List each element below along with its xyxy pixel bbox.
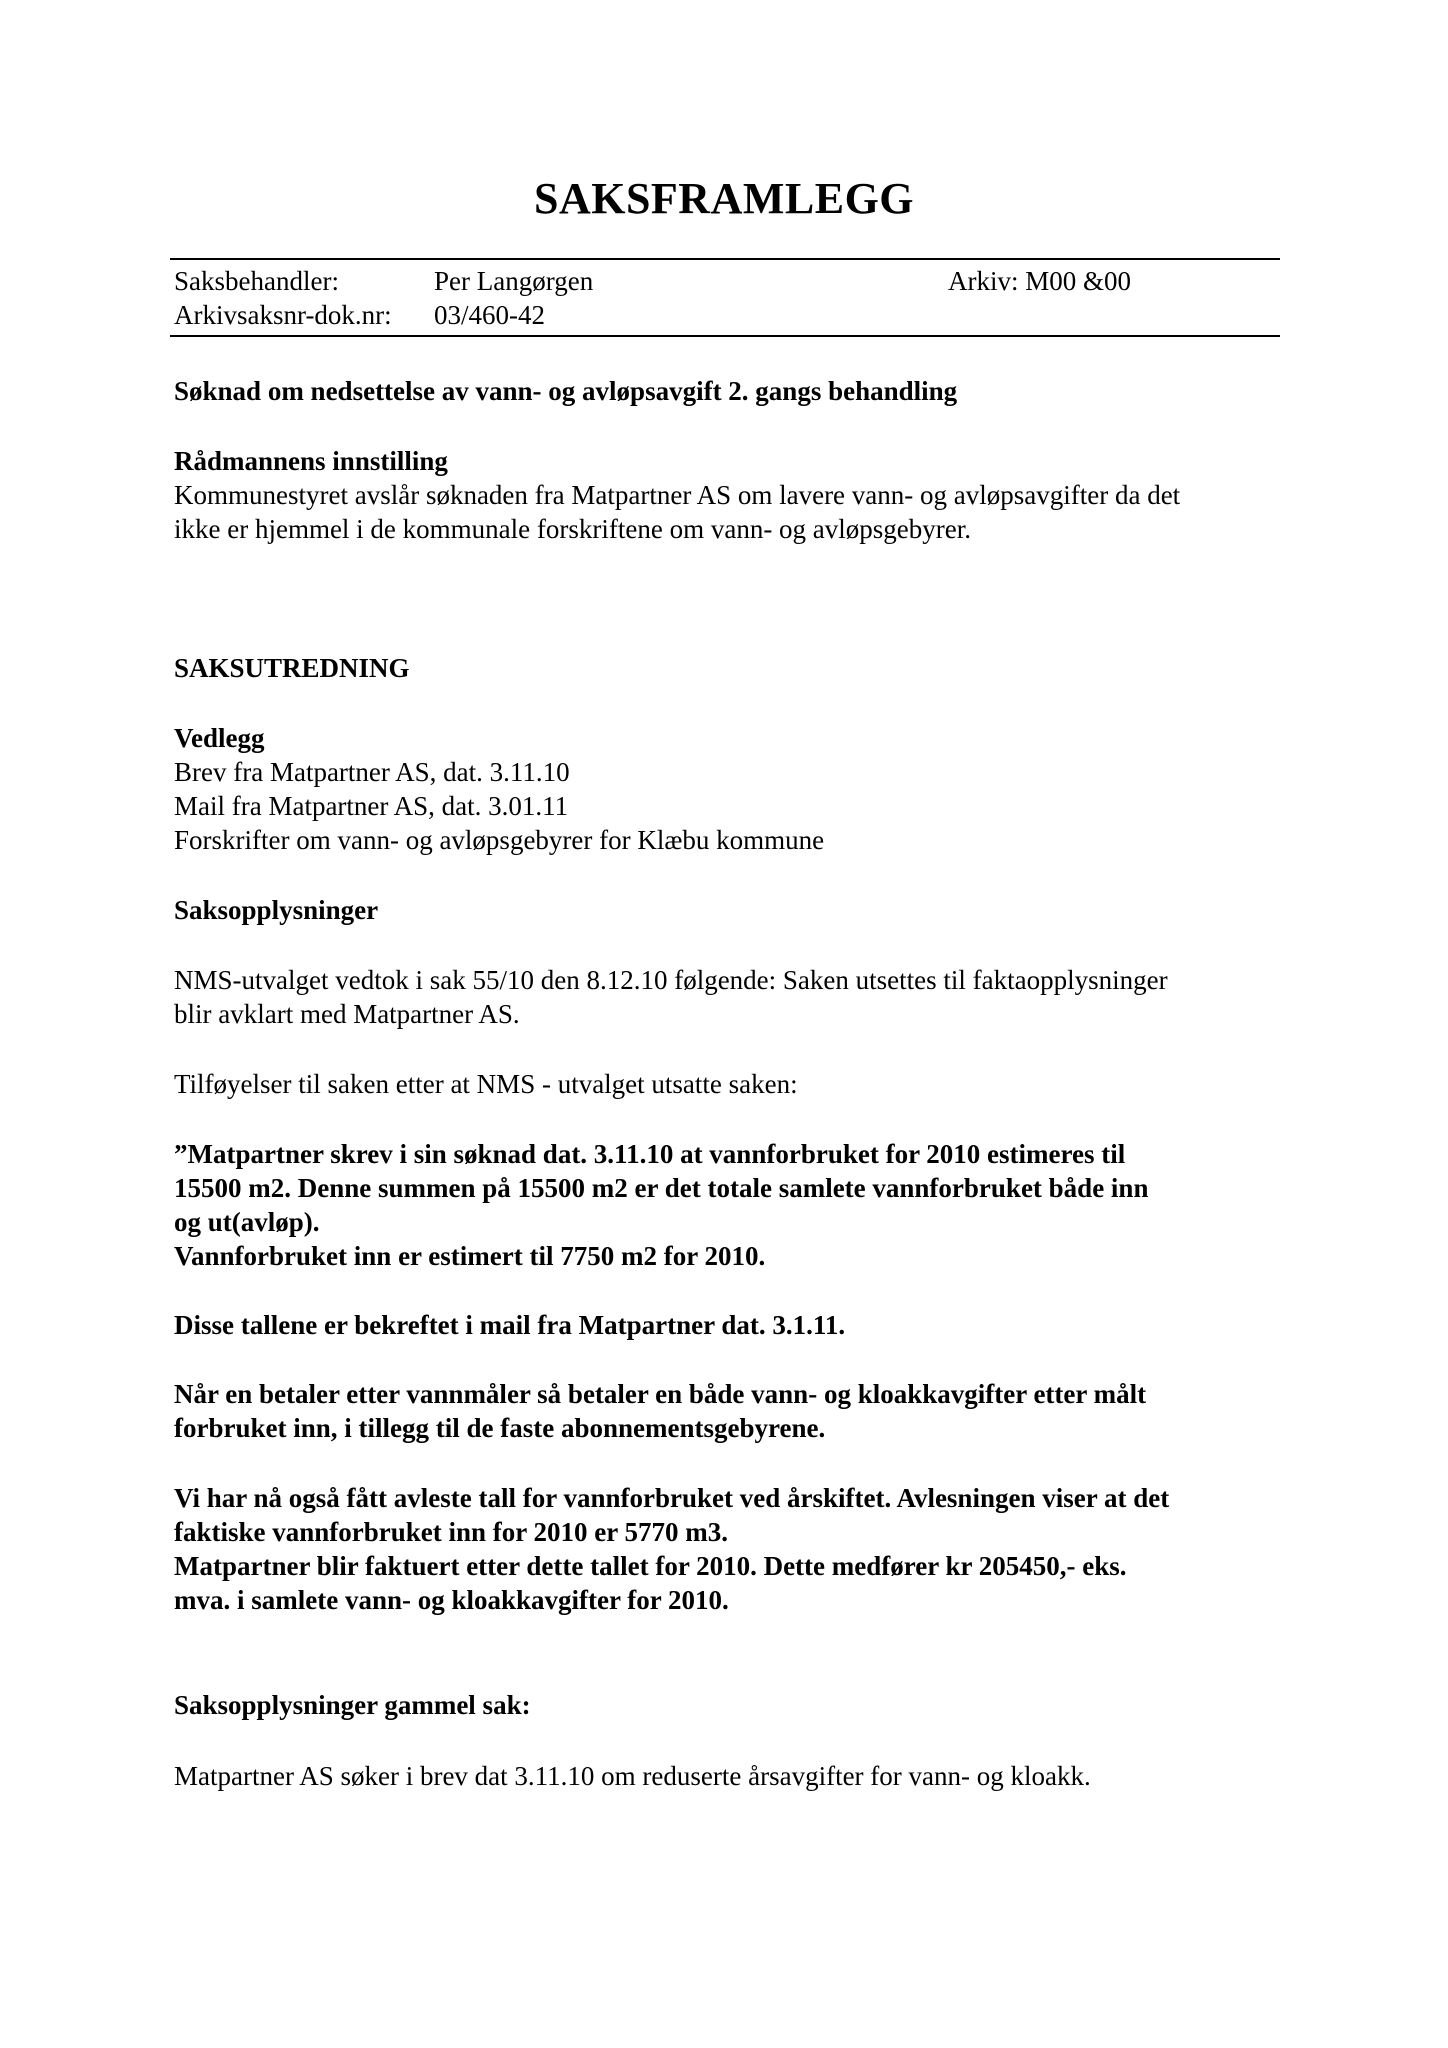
header-top-rule [170, 258, 1280, 260]
bold-line: Vi har nå også fått avleste tall for vannforbruket ved årskiftet. Avlesningen viser at det [174, 1483, 1170, 1513]
saksopplysninger-heading: Saksopplysninger [174, 895, 379, 925]
bold-line: Matpartner blir faktuert etter dette tallet for 2010. Dette medfører kr 205450,- eks. [174, 1551, 1127, 1581]
vedlegg-item: Forskrifter om vann- og avløpsgebyrer for Klæbu kommune [174, 825, 825, 855]
innstilling-heading: Rådmannens innstilling [174, 446, 448, 476]
bold-line: Når en betaler etter vannmåler så betaler en både vann- og kloakkavgifter etter målt [174, 1379, 1147, 1409]
bold-line: og ut(avløp). [174, 1207, 320, 1237]
bold-line: 15500 m2. Denne summen på 15500 m2 er det totale samlete vannforbruket både inn [174, 1173, 1149, 1203]
bold-line: mva. i samlete vann- og kloakkavgifter for 2010. [174, 1585, 729, 1615]
gammel-sak-text: Matpartner AS søker i brev dat 3.11.10 om reduserte årsavgifter for vann- og kloakk. [174, 1761, 1091, 1791]
quoted-bold-para [174, 1137, 1148, 1273]
bold-line: ”Matpartner skrev i sin søknad dat. 3.11.10 at vannforbruket for 2010 estimeres til [174, 1139, 1126, 1169]
saksopplysninger-para1 [174, 963, 1168, 1031]
case-title: Søknad om nedsettelse av vann- og avløpsavgift 2. gangs behandling [174, 376, 958, 406]
bold-line: faktiske vannforbruket inn for 2010 er 5770 m3. [174, 1517, 729, 1547]
para-line: NMS-utvalget vedtok i sak 55/10 den 8.12.10 følgende: Saken utsettes til faktaopplysninger [174, 965, 1168, 995]
innstilling-text [174, 478, 1180, 546]
saksbehandler-value: Per Langørgen [434, 266, 594, 296]
bold-para-avlesning [174, 1481, 1169, 1617]
bold-line: Vannforbruket inn er estimert til 7750 m2 for 2010. [174, 1241, 766, 1271]
bold-para-vannmaler [174, 1377, 1146, 1445]
document-title: SAKSFRAMLEGG [533, 174, 915, 223]
saksopplysninger-para2: Tilføyelser til saken etter at NMS - utvalget utsatte saken: [174, 1069, 798, 1099]
header-bottom-rule [170, 335, 1280, 337]
arkivsaksnr-value: 03/460-42 [434, 300, 545, 330]
bold-para-confirmed: Disse tallene er bekreftet i mail fra Matpartner dat. 3.1.11. [174, 1310, 846, 1340]
bold-line: forbruket inn, i tillegg til de faste abonnementsgebyrene. [174, 1413, 826, 1443]
gammel-sak-heading: Saksopplysninger gammel sak: [174, 1690, 531, 1720]
innstilling-line: Kommunestyret avslår søknaden fra Matpartner AS om lavere vann- og avløpsavgifter da det [174, 480, 1181, 510]
vedlegg-list [174, 755, 824, 857]
saksutredning-heading: SAKSUTREDNING [174, 653, 410, 683]
vedlegg-item: Brev fra Matpartner AS, dat. 3.11.10 [174, 757, 570, 787]
para-line: blir avklart med Matpartner AS. [174, 999, 520, 1029]
innstilling-line: ikke er hjemmel i de kommunale forskriftene om vann- og avløpsgebyrer. [174, 514, 972, 544]
vedlegg-heading: Vedlegg [174, 723, 265, 753]
vedlegg-item: Mail fra Matpartner AS, dat. 3.01.11 [174, 791, 569, 821]
arkiv-code: Arkiv: M00 &00 [948, 266, 1132, 296]
saksbehandler-label: Saksbehandler: [174, 266, 339, 296]
arkivsaksnr-label: Arkivsaksnr-dok.nr: [174, 300, 392, 330]
